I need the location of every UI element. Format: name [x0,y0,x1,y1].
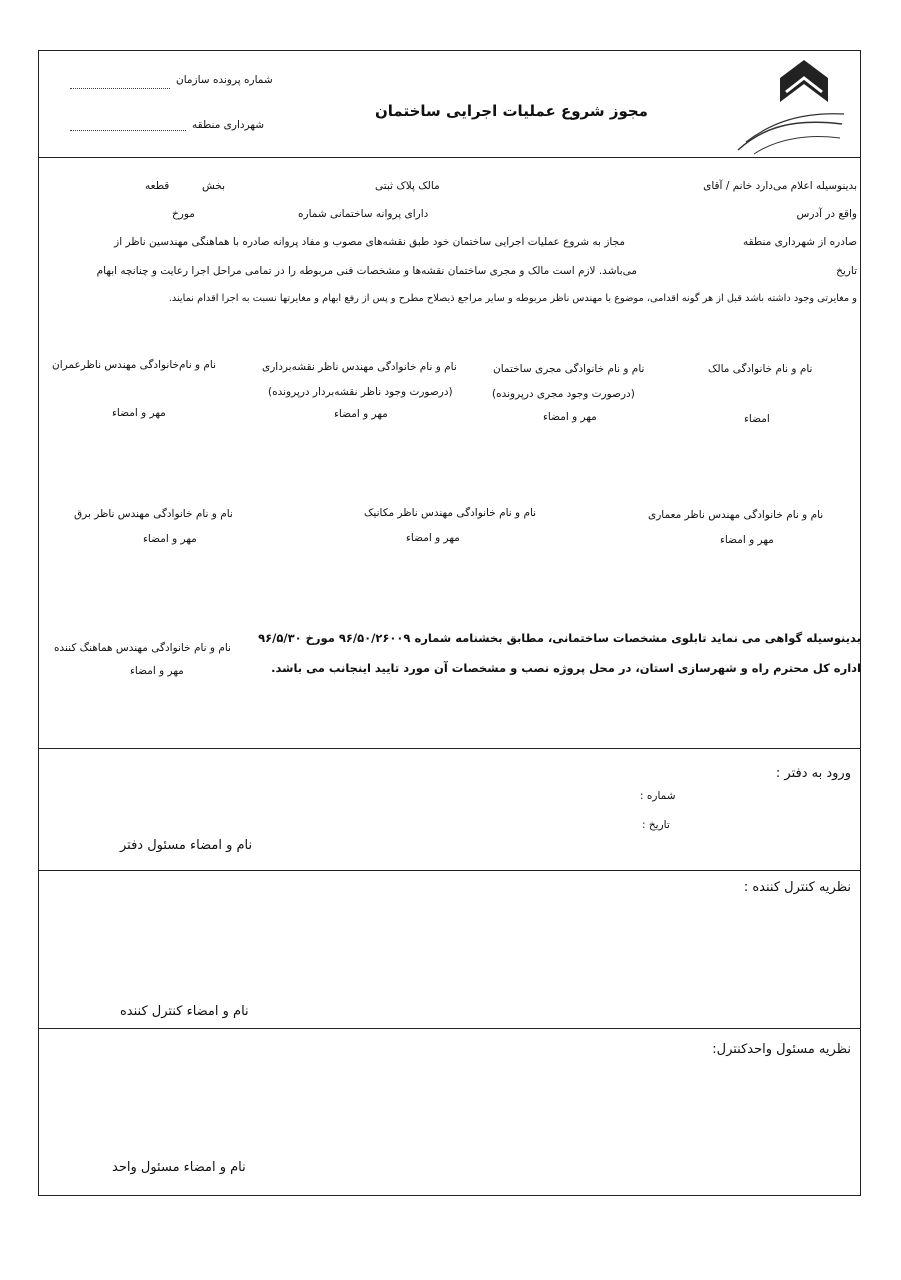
org-emblem-icon [732,58,852,156]
header-divider [38,157,861,158]
line1-section: بخش [202,180,226,192]
org-logo [732,58,852,156]
line3-right: صادره از شهرداری منطقه [742,236,857,248]
coordinator-name-label: نام و نام خانوادگی مهندس هماهنگ کننده [54,642,231,654]
mechanical-name-label: نام و نام خانوادگی مهندس ناظر مکانیک [364,507,537,519]
surveyor-note: (درصورت وجود ناظر نقشه‌بردار درپرونده) [268,386,453,398]
line1-parcel: قطعه [145,180,170,192]
unit-head-opinion-title: نظریه مسئول واحدکنترل: [712,1042,851,1057]
office-sign-label: نام و امضاء مسئول دفتر [120,838,253,853]
owner-name-label: نام و نام خانوادگی مالک [708,363,813,375]
office-divider [38,870,861,871]
controller-opinion-title: نظریه کنترل کننده : [743,880,851,895]
line2-permit: دارای پروانه ساختمانی شماره [298,208,429,220]
line5-text: و مغایرتی وجود داشته باشد قبل از هر گونه اقدامی، موضوع با مهندس ناظر مربوطه و سایر مراجع ذیصلاح مطرح و پس از رفع ابهام و مغایرتها نسبت به اجرا اقدام نمایند. [168,293,857,304]
certification-line2: اداره کل محترم راه و شهرسازی استان، در محل پروژه نصب و مشخصات آن مورد تایید اینجانب می باشد. [271,661,861,675]
municipality-field[interactable] [70,130,186,131]
form-border [38,50,861,1196]
unit-head-sign-label: نام و امضاء مسئول واحد [112,1160,246,1175]
controller-sign-label: نام و امضاء کنترل کننده [120,1004,249,1019]
controller-divider [38,1028,861,1029]
line4-text: می‌باشد. لازم است مالک و مجری ساختمان نقشه‌ها و مشخصات فنی مربوطه را در تمامی مراحل اجرا رعایت و چنانچه ابهام [96,265,637,277]
line3-text: مجاز به شروع عملیات اجرایی ساختمان خود طبق نقشه‌های مصوب و مفاد پروانه صادره با هماهنگی مهندسین ناظر از [114,236,625,248]
architect-sign-label: مهر و امضاء [720,534,774,546]
line1-right: بدینوسیله اعلام می‌دارد خانم / آقای [703,180,857,192]
surveyor-sign-label: مهر و امضاء [334,408,388,420]
municipality-label: شهرداری منطقه [192,119,264,131]
line2-date: مورخ [172,208,195,220]
electrical-name-label: نام و نام خانوادگی مهندس ناظر برق [74,508,233,520]
electrical-sign-label: مهر و امضاء [143,533,197,545]
civil-name-label: نام و نام‌خانوادگی مهندس ناظرعمران [52,359,217,371]
architect-name-label: نام و نام خانوادگی مهندس ناظر معماری [648,509,824,521]
file-number-field[interactable] [70,88,170,89]
line1-owner: مالک پلاک ثبتی [375,180,440,192]
builder-sign-label: مهر و امضاء [543,411,597,423]
mechanical-sign-label: مهر و امضاء [406,532,460,544]
line2-right: واقع در آدرس [796,208,857,220]
civil-sign-label: مهر و امضاء [112,407,166,419]
coordinator-sign-label: مهر و امضاء [130,665,184,677]
surveyor-name-label: نام و نام خانوادگی مهندس ناظر نقشه‌برداری [262,361,457,373]
builder-name-label: نام و نام خانوادگی مجری ساختمان [493,363,645,375]
office-entry-title: ورود به دفتر : [775,766,851,781]
line4-right: تاریخ [836,265,857,277]
org-logo-text [752,108,852,118]
signature-divider [38,748,861,749]
certification-line1: بدینوسیله گواهی می نماید تابلوی مشخصات ساختمانی، مطابق بخشنامه شماره ۹۶/۵۰/۲۶۰۰۹ مورخ ۹۶/۵/۳۰ [258,631,861,645]
owner-sign-label: امضاء [744,413,770,425]
file-number-label: شماره پرونده سازمان [176,74,273,86]
office-number-label: شماره : [640,790,676,802]
page-title: مجوز شروع عملیات اجرایی ساختمان [375,102,648,120]
builder-note: (درصورت وجود مجری درپرونده) [492,388,635,400]
office-date-label: تاریخ : [642,819,670,831]
